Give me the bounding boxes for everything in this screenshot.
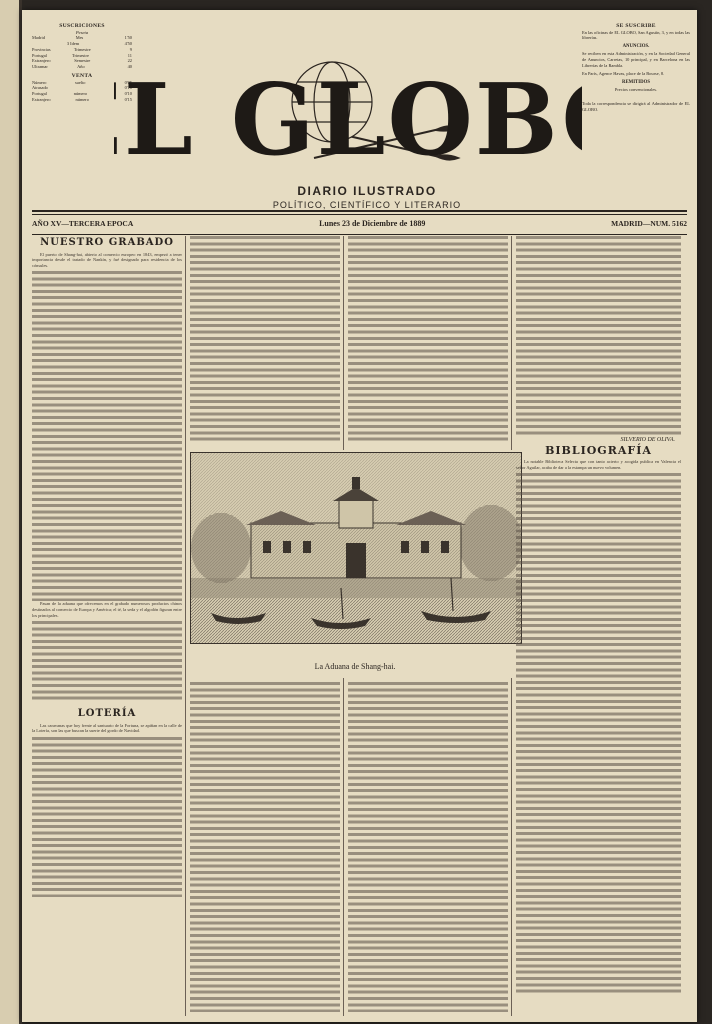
rate-period: Trimestre — [73, 46, 91, 52]
rate-price: 1'50 — [124, 35, 132, 41]
rate-label: Extranjero — [32, 58, 51, 64]
masthead-title-text: L GLOB — [123, 63, 562, 178]
column-4 — [516, 236, 681, 993]
rate-period: 3 Idem — [66, 40, 80, 46]
article-lead-loteria: Las caravanas que hoy frente al santuario de la Fortuna, se apiñan en la calle de la Lotería, son las que buscan la suerte del gordo de Navidad. — [32, 722, 182, 734]
subscriptions-heading: SUSCRICIONES — [59, 23, 105, 29]
rate-price: 0'15 — [124, 96, 132, 102]
dateline-number: MADRID—NUM. 5162 — [611, 218, 687, 228]
ads-text: Se reciben en esta Administración, y en la Sociedad General de Anuncios, Carretas, 10 principal, y en Barcelona en las Librerías de la Rambla. — [582, 51, 690, 68]
rate-period: número — [73, 91, 88, 97]
rate-label: Provincias — [32, 46, 51, 52]
column-rule — [343, 236, 344, 450]
rate-period: suelto — [74, 79, 86, 85]
article-body-text — [32, 737, 182, 897]
rate-label: Extranjero — [32, 96, 51, 102]
column-rule — [185, 236, 186, 1016]
rate-label: Ultramar — [32, 64, 48, 70]
subscriptions-note: Peseta — [75, 29, 89, 35]
correspondence-text: Toda la correspondencia se dirigirá al Administrador de EL GLOBO. — [582, 100, 690, 112]
article-title-bibliografia: BIBLIOGRAFÍA — [545, 443, 652, 457]
article-body-text — [32, 271, 182, 601]
article-title-loteria: LOTERÍA — [77, 708, 137, 720]
rate-label: Atrasado — [32, 85, 48, 91]
masthead-title — [114, 36, 582, 186]
article-body-text — [516, 473, 681, 993]
dateline-year: AÑO XV—TERCERA EPOCA — [32, 218, 134, 228]
rate-label: Madrid — [32, 35, 45, 41]
subscribe-box — [582, 24, 690, 115]
dateline-date: Lunes 23 de Diciembre de 1889 — [319, 218, 426, 228]
rate-period: Mes — [75, 35, 84, 41]
article-cont-grabado: Pasan de la aduana que ofrecemos en el grabado numerosos productos chinos destinados al comercio de Europa y América; el té, la seda y el algodón figuran entre los principales. — [32, 601, 182, 618]
rate-period: Año — [77, 64, 85, 70]
previous-page-edge — [0, 0, 22, 1024]
column-rule — [511, 678, 512, 1016]
rate-period: número — [75, 96, 89, 102]
rate-price: 9 — [129, 46, 132, 52]
article-body-text — [348, 682, 508, 1012]
column-2 — [190, 236, 340, 444]
subscribe-heading: SE SUSCRIBE — [616, 23, 656, 29]
newspaper-page — [22, 10, 697, 1022]
article-lead-bibliografia: La notable Biblioteca Selecta que con tanto acierto y acogida publica en Valencia el señor Aguilar, acaba de dar a la estampa un nuevo volumen. — [516, 459, 681, 470]
signature: SILVERIO DE OLIVA. — [620, 437, 675, 443]
rate-label: Portugal — [32, 52, 47, 58]
article-lead-grabado: El puerto de Shang-hai, abierto al comercio europeo en 1843, empezó a tener importancia desde el tratado de Nankín, y fué designado para residencia de los cónsules. — [32, 251, 182, 268]
column-1 — [32, 236, 182, 897]
tagline-line: POLÍTICO, CIENTÍFICO Y LITERARIO — [272, 200, 462, 210]
article-body-text — [190, 682, 340, 1012]
ads-heading: ANUNCIOS. — [622, 43, 650, 49]
rate-price: 40 — [127, 64, 132, 70]
subscribe-text: En las oficinas de EL GLOBO, San Agustín, 3, y en todas las librerías. — [582, 29, 690, 41]
article-body-text — [516, 236, 681, 436]
rate-price: 22 — [127, 58, 132, 64]
column-3-lower — [348, 682, 508, 1012]
rate-price: 0'10 — [124, 91, 132, 97]
article-title-nuestro-grabado: NUESTRO GRABADO — [40, 237, 174, 248]
notice-text: Precios convencionales. — [614, 87, 658, 93]
engraving-image — [191, 453, 521, 643]
subtitle-line: DIARIO ILUSTRADO — [297, 184, 437, 198]
rate-price: 11 — [127, 52, 132, 58]
rate-label: Portugal — [32, 91, 47, 97]
rate-price: 4'50 — [124, 40, 132, 46]
rate-period: Trimestre — [71, 52, 89, 58]
article-body-text — [348, 236, 508, 444]
masthead-subtitle — [202, 184, 532, 210]
column-rule — [343, 678, 344, 1016]
rate-price: 0'10 — [124, 85, 132, 91]
column-3 — [348, 236, 508, 444]
column-2-lower — [190, 682, 340, 1012]
article-body-text — [32, 621, 182, 703]
article-body-text — [190, 236, 340, 444]
sale-heading: VENTA — [71, 72, 93, 79]
rate-period: Semestre — [74, 58, 91, 64]
paris-text: En París, Agence Havas, place de la Bourse, 8. — [582, 71, 665, 77]
notice-heading: REMITIDOS — [622, 79, 650, 85]
masthead-logo — [114, 36, 582, 186]
illustration-aduana-shanghai — [190, 452, 522, 644]
rate-label: Número — [32, 79, 47, 85]
illustration-caption: La Aduana de Shang-hai. — [314, 662, 396, 671]
rate-price: 0'05 — [124, 79, 132, 85]
dateline-bar — [32, 210, 687, 235]
column-rule — [511, 236, 512, 450]
